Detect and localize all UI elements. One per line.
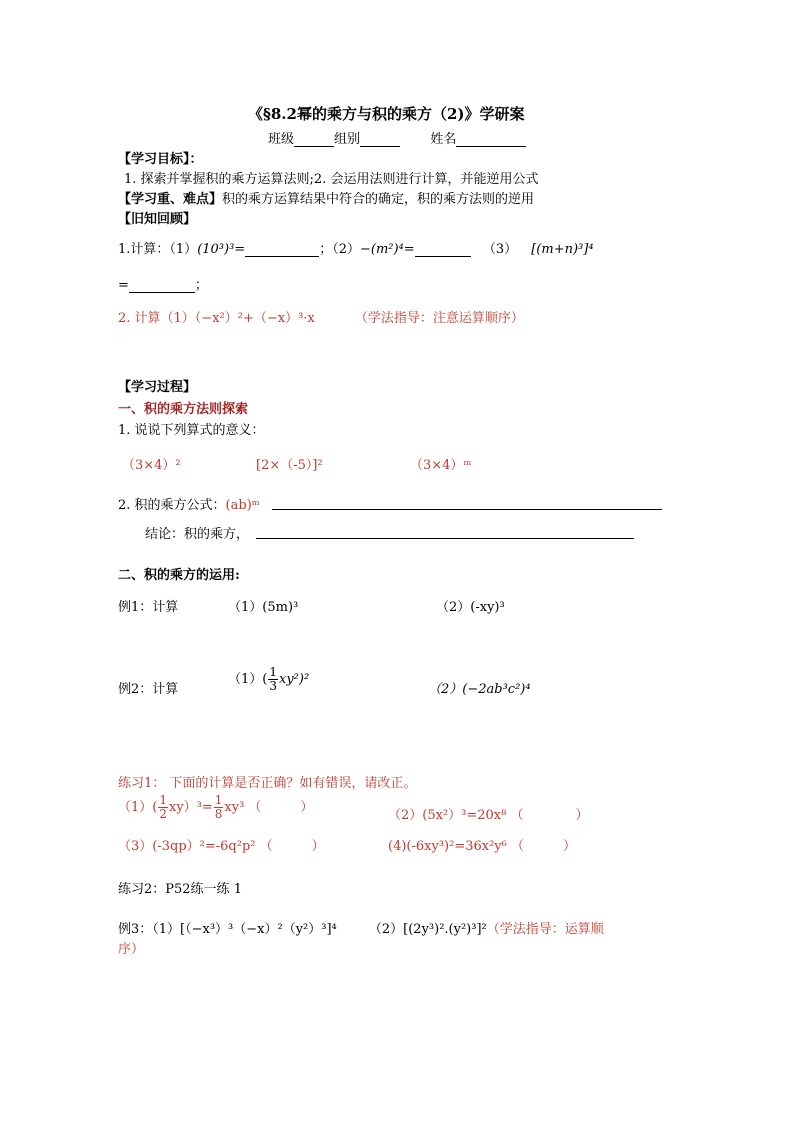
review-2-text: 2. 计算（1）（−x²）²+（−x）³·x: [118, 311, 315, 326]
practice-1-title: 练习1： 下面的计算是否正确？如有错误，请改正。: [118, 776, 417, 791]
review-question-2: [118, 307, 524, 326]
page-title: 《§8.2幂的乘方与积的乘方（2)》学研案: [248, 105, 525, 123]
ex2-frac-den: 3: [269, 679, 277, 693]
practice-1-item-3: （3）(-3qp）²=-6q²p² （ ）: [118, 839, 325, 854]
review-1-item3: （3）: [482, 242, 518, 257]
example-3: [118, 918, 604, 937]
example-2-label: 例2：计算: [118, 682, 179, 697]
question-2: [118, 494, 260, 513]
ex2-fraction: [268, 666, 278, 693]
part1-title: 一、积的乘方法则探索: [118, 402, 249, 417]
review-1-sep1: ；（2）: [319, 242, 360, 257]
question-2-expr: (ab)ᵐ: [225, 498, 260, 513]
review-question-1-line2: [118, 274, 208, 293]
goal-text: 1. 探索并掌握积的乘方运算法则;2. 会运用法则进行计算，并能逆用公式: [124, 172, 539, 187]
example-1-b: （2）(-xy)³: [436, 600, 505, 615]
review-2-hint: （学法指导：注意运算顺序）: [354, 311, 524, 326]
p1-fraction-1: [158, 794, 168, 821]
answer-blank-3[interactable]: [129, 278, 195, 293]
example-1-label: 例1：计算: [118, 600, 179, 615]
practice-1-item-2: （2）(5x²）³=20x⁸ （ ）: [388, 808, 589, 823]
name-label: 姓名: [430, 132, 457, 147]
group-blank[interactable]: [360, 132, 400, 147]
p1-fraction-2: [214, 794, 224, 821]
q1-expr-2: [2×（-5）]²: [256, 458, 323, 473]
practice-1-item-4: (4)(-6xy³)²=36x²y⁶ （ ）: [388, 839, 576, 854]
process-label: 【学习过程】: [118, 380, 197, 395]
q1-expr-1: （3×4）²: [122, 458, 181, 473]
example-3-b: （2）[(2y³)².(y²)³]²: [368, 922, 487, 937]
p1-i1-pre: （1）(: [118, 800, 158, 815]
p1-frac1-den: 2: [159, 807, 167, 821]
p1-i1-post: xy³ （ ）: [224, 800, 314, 815]
practice-1-item-1: [118, 794, 313, 821]
review-1-end: ；: [194, 278, 208, 293]
example-2-b: （2）(−2ab³c²)⁴: [428, 682, 531, 697]
practice-2: 练习2：P52练一练 1: [118, 882, 242, 897]
review-1-prefix: 1.计算：（1）: [118, 242, 198, 257]
name-blank[interactable]: [456, 132, 526, 147]
key-text: 积的乘方运算结果中符合的确定，积的乘方法则的逆用: [222, 192, 535, 207]
ex2-a-pre: （1）(: [228, 672, 268, 687]
p1-i1-mid: xy）³=: [168, 800, 213, 815]
p1-frac2-num: 1: [214, 793, 223, 807]
section-goal: 【学习目标】：: [118, 152, 203, 167]
group-label: 组别: [334, 132, 361, 147]
answer-blank-1[interactable]: [245, 242, 319, 257]
review-label: 【旧知回顾】: [118, 212, 197, 227]
conclusion-label: 结论：积的乘方，: [145, 527, 250, 542]
formula-answer-line[interactable]: [272, 509, 662, 510]
review-1-expr1: (10³)³=: [197, 242, 246, 257]
example-3-hint: （学法指导：运算顺: [486, 922, 604, 937]
example-3-hint-cont: 序）: [118, 942, 145, 957]
example-1-a: （1）(5m)³: [228, 600, 299, 615]
class-blank[interactable]: [294, 132, 334, 147]
class-info-line: [268, 128, 526, 147]
review-1-expr3: [(m+n)³]⁴: [531, 242, 594, 257]
key-points: [118, 188, 534, 207]
answer-blank-2[interactable]: [415, 242, 471, 257]
review-1-expr2: −(m²)⁴=: [359, 242, 415, 257]
question-1: 1. 说说下列算式的意义：: [118, 423, 265, 438]
p1-frac2-den: 8: [214, 807, 223, 821]
q1-expr-3: （3×4）ᵐ: [410, 458, 472, 473]
p1-frac1-num: 1: [159, 793, 167, 807]
key-label: 【学习重、难点】: [118, 192, 223, 207]
ex2-frac-num: 1: [269, 665, 277, 679]
conclusion-answer-line[interactable]: [256, 538, 634, 539]
part2-title: 二、积的乘方的运用:: [118, 568, 240, 583]
example-2-a: [228, 666, 309, 693]
example-3-a: 例3：（1）[（−x³）³（−x）²（y²）³]⁴: [118, 922, 337, 937]
ex2-a-post: xy²)²: [278, 672, 310, 687]
question-2-label: 2. 积的乘方公式：: [118, 498, 226, 513]
review-question-1: [118, 238, 594, 257]
review-1-equals: =: [118, 278, 129, 293]
class-label: 班级: [268, 132, 295, 147]
